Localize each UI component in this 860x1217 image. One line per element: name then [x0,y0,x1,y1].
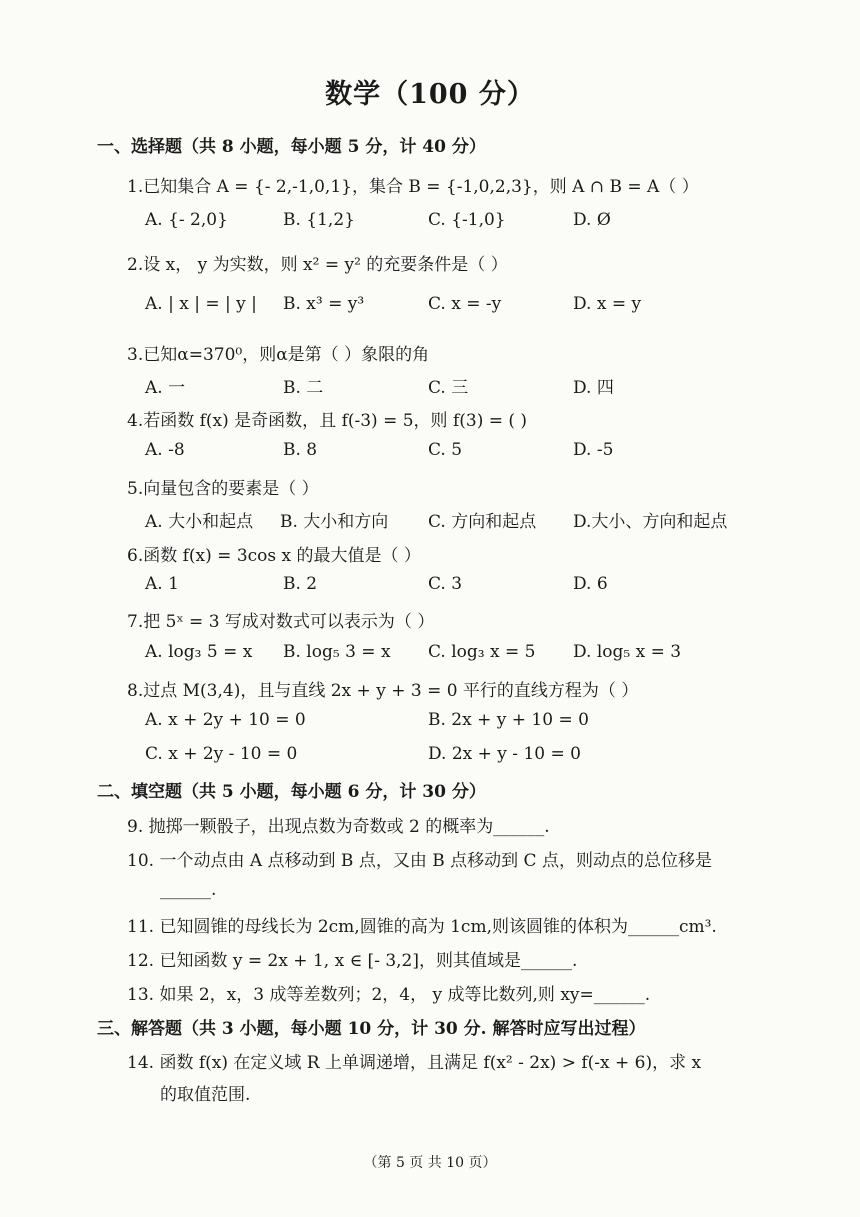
q5-option-d: D.大小、方向和起点 [573,512,728,532]
q8-option-b: B. 2x + y + 10 = 0 [428,710,589,730]
q1-option-c: C. {-1,0} [428,210,506,230]
q5-option-a: A. 大小和起点 [145,512,254,532]
q7-option-d: D. log₅ x = 3 [573,642,682,662]
q8-option-a: A. x + 2y + 10 = 0 [145,710,306,730]
q5-stem: 5.向量包含的要素是（ ） [127,479,319,499]
q1-option-d: D. Ø [573,210,611,230]
section3-heading: 三、解答题（共 3 小题，每小题 10 分，计 30 分. 解答时应写出过程） [97,1019,646,1039]
q1-option-b: B. {1,2} [283,210,355,230]
q1-option-a: A. {- 2,0} [145,210,228,230]
q10-text-line2: ______. [160,880,217,900]
q6-option-c: C. 3 [428,574,463,594]
q2-option-a: A. | x | = | y | [145,294,257,314]
q7-stem: 7.把 5ˣ = 3 写成对数式可以表示为（ ） [127,612,435,632]
q3-option-a: A. 一 [145,378,186,398]
q5-option-b: B. 大小和方向 [280,512,389,532]
q13-text: 13. 如果 2，x，3 成等差数列；2，4， y 成等比数列,则 xy=______. [127,985,651,1005]
q7-option-b: B. log₅ 3 = x [283,642,391,662]
q14-text-line1: 14. 函数 f(x) 在定义域 R 上单调递增，且满足 f(x² - 2x) > f(-x + 6)，求 x [127,1053,702,1073]
q2-option-b: B. x³ = y³ [283,294,365,314]
q3-option-d: D. 四 [573,378,614,398]
q6-option-d: D. 6 [573,574,608,594]
q2-stem: 2.设 x， y 为实数，则 x² = y² 的充要条件是（ ） [127,255,508,275]
q6-stem: 6.函数 f(x) = 3cos x 的最大值是（ ） [127,546,421,566]
q7-option-a: A. log₃ 5 = x [145,642,253,662]
q9-text: 9. 抛掷一颗骰子，出现点数为奇数或 2 的概率为______. [127,817,550,837]
q4-option-b: B. 8 [283,440,318,460]
q2-option-d: D. x = y [573,294,642,314]
q3-option-c: C. 三 [428,378,469,398]
q7-option-c: C. log₃ x = 5 [428,642,536,662]
page-title: 数学（100 分） [325,79,535,110]
q3-stem: 3.已知α=370⁰，则α是第（ ）象限的角 [127,345,430,365]
q10-text-line1: 10. 一个动点由 A 点移动到 B 点，又由 B 点移动到 C 点，则动点的总位移是 [127,851,712,871]
q4-option-d: D. -5 [573,440,614,460]
q8-stem: 8.过点 M(3,4)，且与直线 2x + y + 3 = 0 平行的直线方程为（ ） [127,681,639,701]
q4-stem: 4.若函数 f(x) 是奇函数，且 f(-3) = 5，则 f(3) = ( ) [127,411,528,431]
q3-option-b: B. 二 [283,378,324,398]
q4-option-c: C. 5 [428,440,463,460]
section2-heading: 二、填空题（共 5 小题，每小题 6 分，计 30 分） [97,782,486,802]
page-footer: （第 5 页 共 10 页） [363,1155,497,1171]
section1-heading: 一、选择题（共 8 小题，每小题 5 分，计 40 分） [97,137,486,157]
q14-text-line2: 的取值范围. [160,1085,251,1105]
q5-option-c: C. 方向和起点 [428,512,537,532]
q12-text: 12. 已知函数 y = 2x + 1, x ∈ [- 3,2]，则其值域是______. [127,951,578,971]
q11-text: 11. 已知圆锥的母线长为 2cm,圆锥的高为 1cm,则该圆锥的体积为______cm³. [127,917,717,937]
q1-stem: 1.已知集合 A = {- 2,-1,0,1}，集合 B = {-1,0,2,3}，则 A ∩ B = A（ ） [127,177,699,197]
q2-option-c: C. x = -y [428,294,502,314]
q6-option-a: A. 1 [145,574,179,594]
q6-option-b: B. 2 [283,574,318,594]
q4-option-a: A. -8 [145,440,185,460]
q8-option-d: D. 2x + y - 10 = 0 [428,744,581,764]
q8-option-c: C. x + 2y - 10 = 0 [145,744,298,764]
